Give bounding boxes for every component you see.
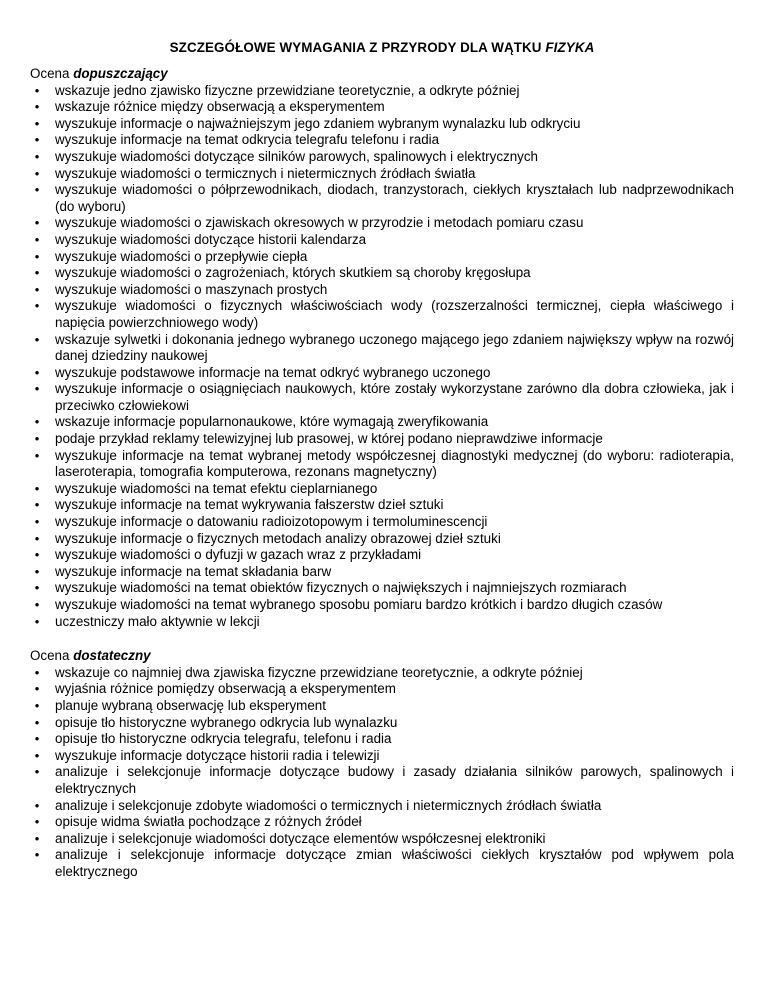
requirement-item xyxy=(30,497,734,514)
requirement-text: wyszukuje informacje dotyczące historii radia i telewizji xyxy=(55,747,380,763)
requirement-text: wyszukuje wiadomości o przepływie ciepła xyxy=(55,248,308,264)
requirement-item xyxy=(30,665,734,682)
bullet-icon: • xyxy=(34,847,40,863)
requirements-list xyxy=(30,83,734,631)
requirement-text: uczestniczy mało aktywnie w lekcji xyxy=(55,613,260,629)
requirement-text: wyszukuje informacje na temat składania barw xyxy=(55,563,332,579)
requirement-text: wyszukuje wiadomości dotyczące historii kalendarza xyxy=(55,231,367,247)
bullet-icon: • xyxy=(34,331,40,347)
requirement-text: wyszukuje wiadomości o zjawiskach okresowych w przyrodzie i metodach pomiaru czasu xyxy=(55,215,584,231)
bullet-icon: • xyxy=(34,797,40,813)
bullet-icon: • xyxy=(34,613,40,629)
bullet-icon: • xyxy=(34,231,40,247)
bullet-icon: • xyxy=(34,215,40,231)
requirement-item xyxy=(30,481,734,498)
requirement-item xyxy=(30,614,734,631)
title-main: SZCZEGÓŁOWE WYMAGANIA Z PRZYRODY DLA WĄTKU xyxy=(169,40,542,55)
requirement-item xyxy=(30,332,734,365)
bullet-icon: • xyxy=(34,580,40,596)
requirement-text: wskazuje jedno zjawisko fizyczne przewidziane teoretycznie, a odkryte później xyxy=(55,82,520,98)
requirement-text: wyszukuje informacje o osiągnięciach naukowych, które zostały wykorzystane zarówno dla dobra człowieka, jak i przeciwko człowiekowi xyxy=(55,381,734,413)
requirement-text: analizuje i selekcjonuje informacje dotyczące zmian właściwości ciekłych kryształów pod wpływem pola elektrycznego xyxy=(55,847,734,879)
requirement-item xyxy=(30,514,734,531)
requirement-text: wyszukuje wiadomości na temat obiektów fizycznych o największych i najmniejszych rozmiarach xyxy=(55,580,627,596)
requirement-item xyxy=(30,249,734,266)
requirement-text: planuje wybraną obserwację lub eksperyment xyxy=(55,697,326,713)
requirement-item xyxy=(30,166,734,183)
requirement-item xyxy=(30,414,734,431)
title-emphasis: FIZYKA xyxy=(545,40,595,55)
grade-section-dopuszczający xyxy=(30,66,734,630)
bullet-icon: • xyxy=(34,364,40,380)
bullet-icon: • xyxy=(34,381,40,397)
requirement-text: analizuje i selekcjonuje wiadomości dotyczące elementów współczesnej elektroniki xyxy=(55,830,546,846)
bullet-icon: • xyxy=(34,148,40,164)
requirement-item xyxy=(30,764,734,797)
requirement-item xyxy=(30,381,734,414)
requirement-item xyxy=(30,715,734,732)
requirement-item xyxy=(30,564,734,581)
requirement-text: analizuje i selekcjonuje informacje dotyczące budowy i zasady działania silników parowych, spalinowych i elektrycznych xyxy=(55,764,734,796)
requirement-text: wyszukuje wiadomości o zagrożeniach, których skutkiem są choroby kręgosłupa xyxy=(55,265,531,281)
bullet-icon: • xyxy=(34,747,40,763)
requirement-item xyxy=(30,298,734,331)
requirement-item xyxy=(30,547,734,564)
bullet-icon: • xyxy=(34,547,40,563)
bullet-icon: • xyxy=(34,497,40,513)
bullet-icon: • xyxy=(34,182,40,198)
bullet-icon: • xyxy=(34,814,40,830)
bullet-icon: • xyxy=(34,82,40,98)
requirement-item xyxy=(30,698,734,715)
requirement-text: wyszukuje informacje o fizycznych metodach analizy obrazowej dzieł sztuki xyxy=(55,530,501,546)
requirement-text: wyszukuje wiadomości o maszynach prostych xyxy=(55,281,328,297)
requirement-item xyxy=(30,232,734,249)
requirement-text: wyszukuje wiadomości dotyczące silników parowych, spalinowych i elektrycznych xyxy=(55,148,538,164)
requirement-text: wskazuje co najmniej dwa zjawiska fizyczne przewidziane teoretycznie, a odkryte później xyxy=(55,664,583,680)
bullet-icon: • xyxy=(34,281,40,297)
requirement-text: wyszukuje wiadomości o termicznych i nietermicznych źródłach światła xyxy=(55,165,476,181)
bullet-icon: • xyxy=(34,714,40,730)
bullet-icon: • xyxy=(34,681,40,697)
requirement-text: wyszukuje informacje na temat wybranej metody współczesnej diagnostyki medycznej (do wyboru: radioterapia, laseroterapia, tomografia komputerowa, rezonans magnetyczny) xyxy=(55,447,734,480)
bullet-icon: • xyxy=(34,414,40,430)
bullet-icon: • xyxy=(34,431,40,447)
requirement-item xyxy=(30,431,734,448)
grade-label: Ocena xyxy=(30,648,70,664)
bullet-icon: • xyxy=(34,248,40,264)
requirement-item xyxy=(30,83,734,100)
requirement-item xyxy=(30,132,734,149)
bullet-icon: • xyxy=(34,697,40,713)
requirement-item xyxy=(30,814,734,831)
bullet-icon: • xyxy=(34,99,40,115)
bullet-icon: • xyxy=(34,530,40,546)
grade-heading xyxy=(30,66,734,83)
requirement-text: wyszukuje informacje o datowaniu radioizotopowym i termoluminescencji xyxy=(55,514,488,530)
requirement-item xyxy=(30,731,734,748)
bullet-icon: • xyxy=(34,115,40,131)
requirement-item xyxy=(30,597,734,614)
grade-section-dostateczny xyxy=(30,648,734,880)
bullet-icon: • xyxy=(34,830,40,846)
requirement-item xyxy=(30,116,734,133)
requirement-item xyxy=(30,831,734,848)
requirement-text: podaje przykład reklamy telewizyjnej lub prasowej, w której podano nieprawdziwe informacje xyxy=(55,431,603,447)
requirement-item xyxy=(30,681,734,698)
requirement-item xyxy=(30,365,734,382)
requirement-text: wyszukuje podstawowe informacje na temat odkryć wybranego uczonego xyxy=(55,364,491,380)
requirement-item xyxy=(30,847,734,880)
grade-heading xyxy=(30,648,734,665)
requirement-text: analizuje i selekcjonuje zdobyte wiadomości o termicznych i nietermicznych źródłach światła xyxy=(55,797,602,813)
bullet-icon: • xyxy=(34,298,40,314)
requirement-text: wskazuje sylwetki i dokonania jednego wybranego uczonego mającego jego zdaniem największy wpływ na rozwój danej dziedziny naukowej xyxy=(55,331,734,364)
requirement-item xyxy=(30,580,734,597)
requirements-list xyxy=(30,665,734,881)
requirement-item xyxy=(30,149,734,166)
requirement-item xyxy=(30,531,734,548)
requirement-text: wyjaśnia różnice pomiędzy obserwacją a eksperymentem xyxy=(55,681,396,697)
requirement-item xyxy=(30,265,734,282)
requirement-text: wyszukuje informacje na temat odkrycia telegrafu telefonu i radia xyxy=(55,132,440,148)
bullet-icon: • xyxy=(34,165,40,181)
requirement-item xyxy=(30,99,734,116)
bullet-icon: • xyxy=(34,597,40,612)
requirement-item xyxy=(30,182,734,215)
requirement-text: wyszukuje wiadomości na temat wybranego sposobu pomiaru bardzo krótkich i bardzo długich czasów xyxy=(55,597,663,612)
requirement-text: opisuje tło historyczne wybranego odkrycia lub wynalazku xyxy=(55,714,398,730)
grade-name: dostateczny xyxy=(73,648,151,664)
bullet-icon: • xyxy=(34,132,40,148)
bullet-icon: • xyxy=(34,664,40,680)
requirement-text: opisuje tło historyczne odkrycia telegrafu, telefonu i radia xyxy=(55,731,392,747)
requirement-item xyxy=(30,448,734,481)
requirement-item xyxy=(30,282,734,299)
requirement-text: wskazuje różnice między obserwacją a eksperymentem xyxy=(55,99,385,115)
grade-label: Ocena xyxy=(30,66,70,81)
bullet-icon: • xyxy=(34,731,40,747)
requirement-text: wyszukuje informacje na temat wykrywania fałszerstw dzieł sztuki xyxy=(55,497,444,513)
requirement-item xyxy=(30,798,734,815)
requirement-text: wskazuje informacje popularnonaukowe, które wymagają zweryfikowania xyxy=(55,414,489,430)
grade-name: dopuszczający xyxy=(73,66,168,81)
requirement-text: wyszukuje wiadomości o fizycznych właściwościach wody (rozszerzalności termicznej, ciepła właściwego i napięcia powierzchniowego wody) xyxy=(55,298,734,330)
bullet-icon: • xyxy=(34,480,40,496)
bullet-icon: • xyxy=(34,514,40,530)
bullet-icon: • xyxy=(34,764,40,780)
requirement-item xyxy=(30,215,734,232)
document-title xyxy=(30,40,734,56)
requirement-text: opisuje widma światła pochodzące z różnych źródeł xyxy=(55,814,362,830)
requirement-text: wyszukuje wiadomości o półprzewodnikach, diodach, tranzystorach, ciekłych kryształach lub nadprzewodnikach (do wyboru) xyxy=(55,182,734,214)
requirement-text: wyszukuje wiadomości na temat efektu cieplarnianego xyxy=(55,480,378,496)
requirement-item xyxy=(30,748,734,765)
requirement-text: wyszukuje wiadomości o dyfuzji w gazach wraz z przykładami xyxy=(55,547,422,563)
grade-sections xyxy=(30,66,734,881)
requirement-text: wyszukuje informacje o najważniejszym jego zdaniem wybranym wynalazku lub odkryciu xyxy=(55,115,581,131)
bullet-icon: • xyxy=(34,563,40,579)
bullet-icon: • xyxy=(34,265,40,281)
bullet-icon: • xyxy=(34,447,40,463)
